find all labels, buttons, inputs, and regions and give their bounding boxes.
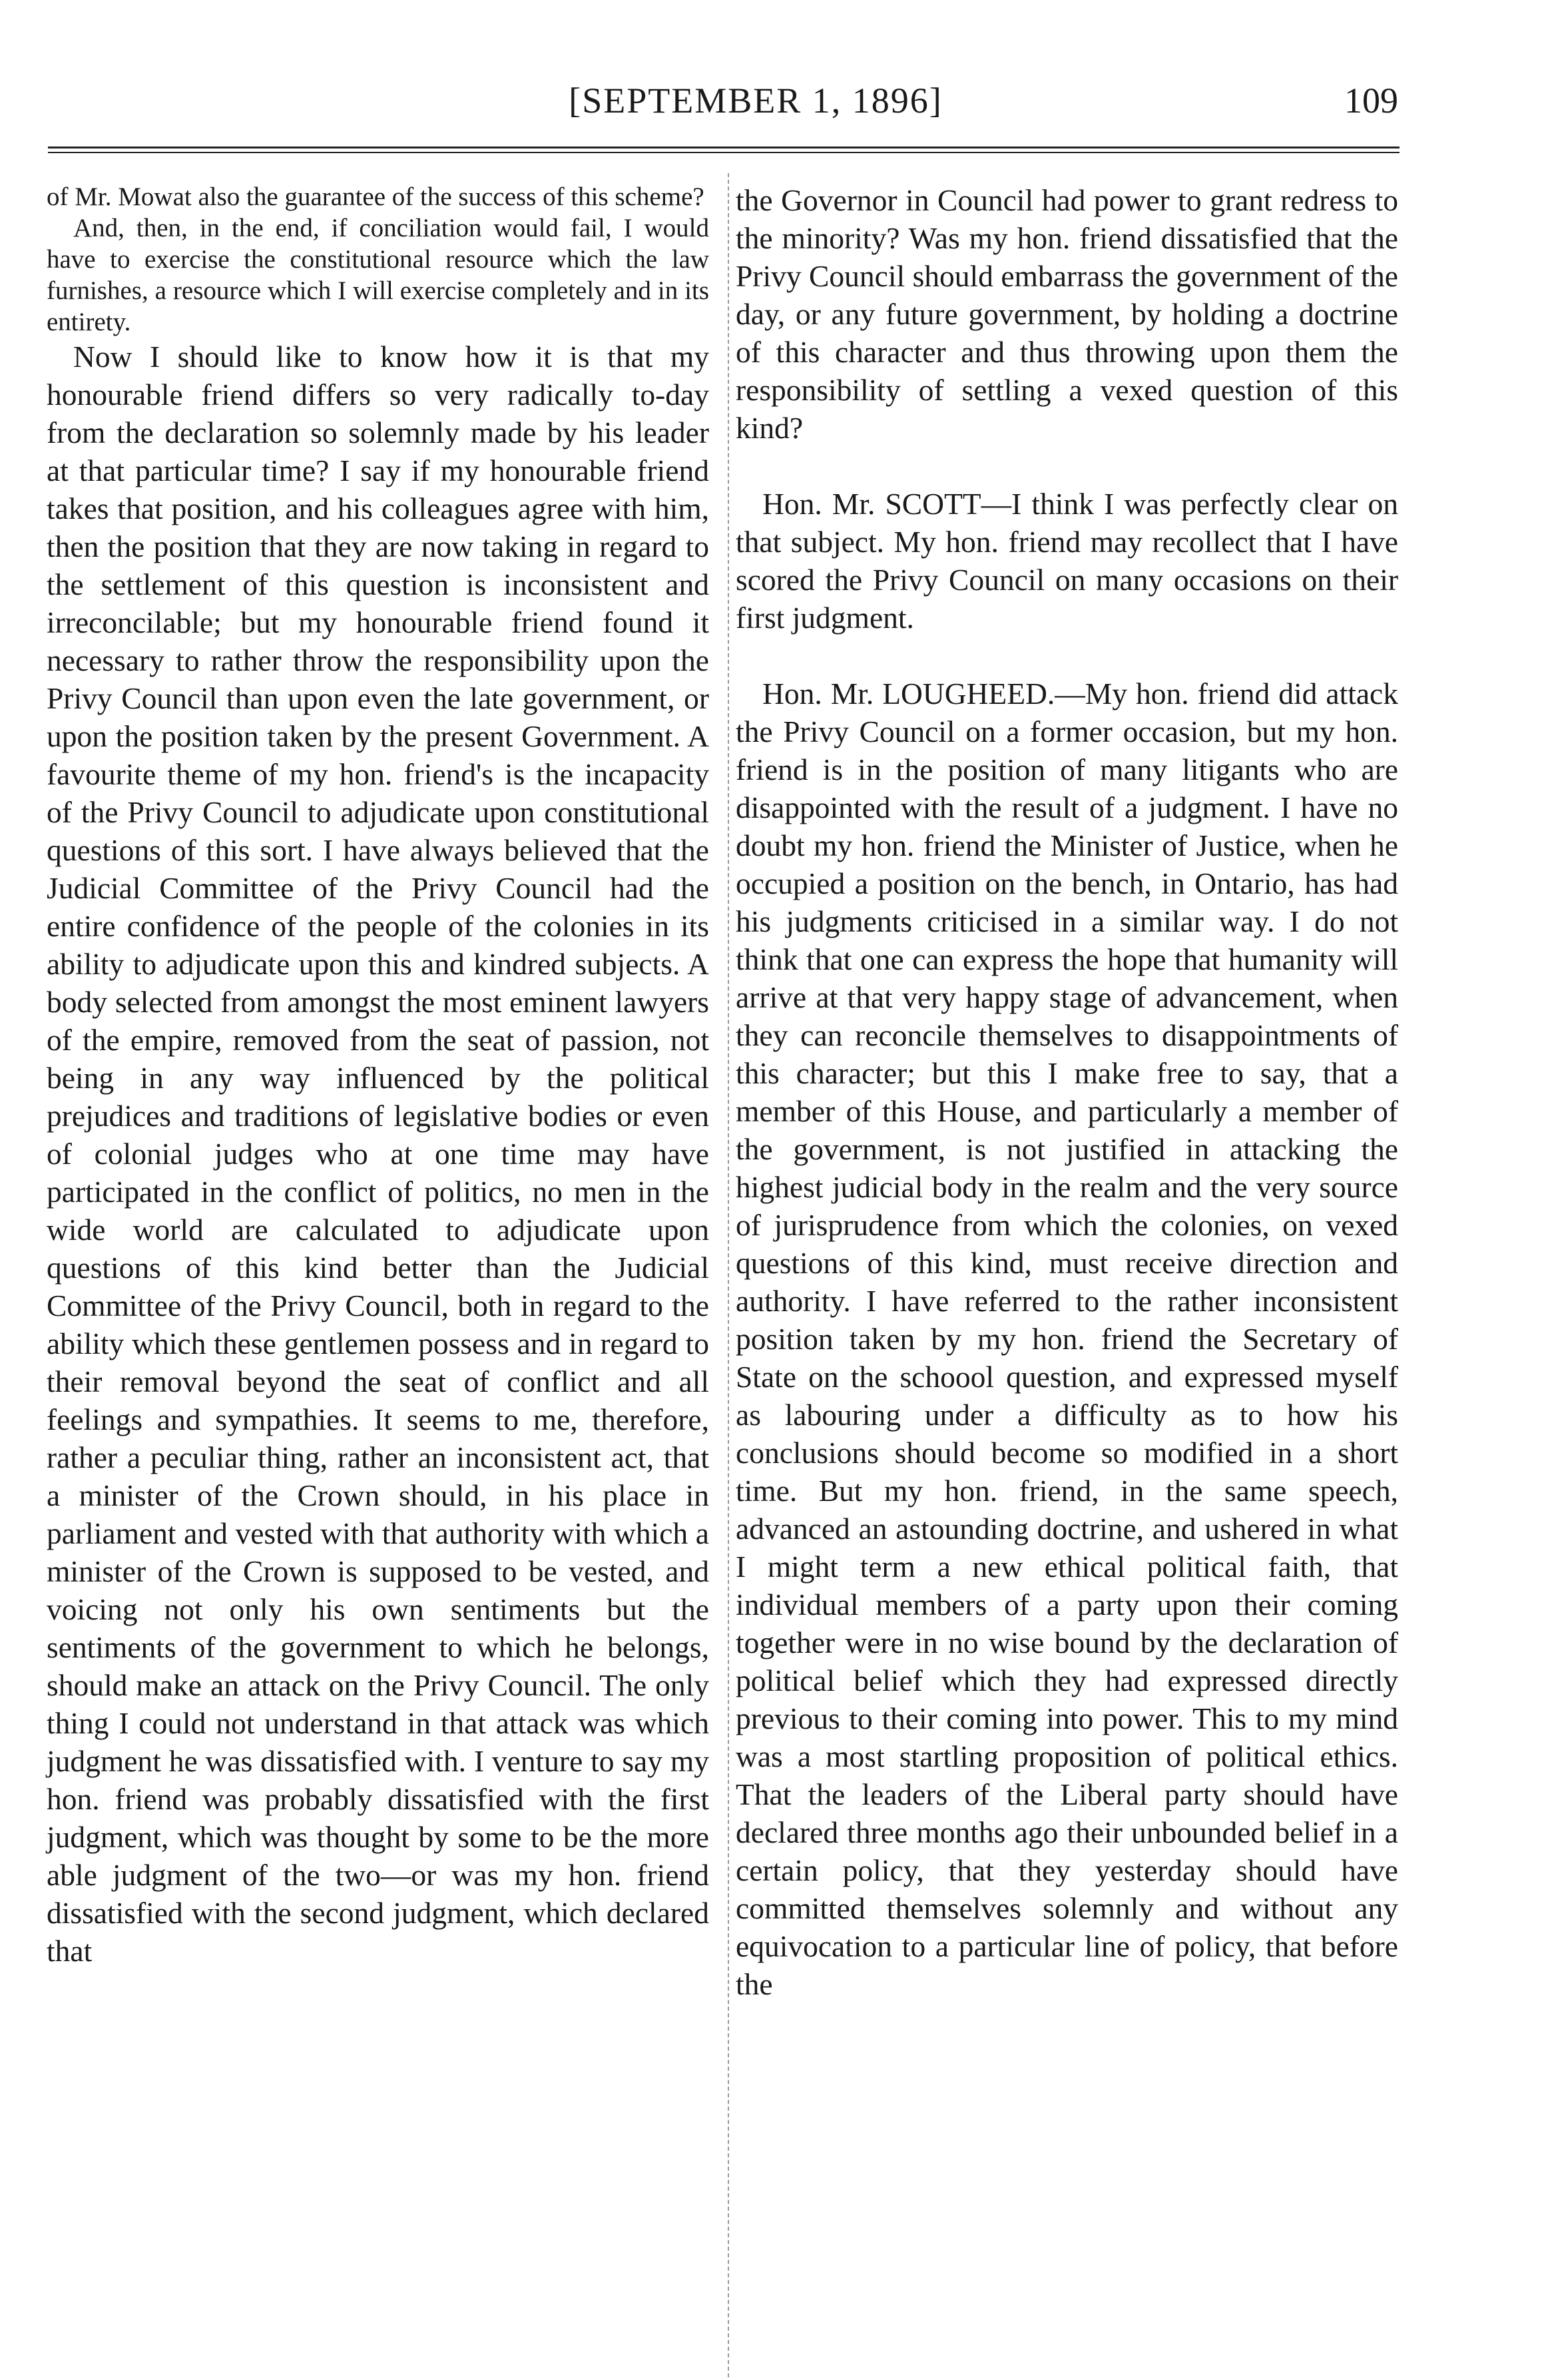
left-paragraph-3: Now I should like to know how it is that my honourable friend differs so very radically to-day from the declaration so solemnly made by his leader at that particular time? I say if my honourable friend takes that position, and his colleagues agree with him, then the position that they are now taking in regard to the settlement of this question is inconsistent and irreconcilable; but my honourable friend found it necessary to rather throw the responsibility upon the Privy Council than upon even the late government, or upon the position taken by the present Government. A favourite theme of my hon. friend's is the incapacity of the Privy Council to adjudicate upon constitutional questions of this sort. I have always believed that the Judicial Committee of the Privy Council had the entire confidence of the people of the colonies in its ability to adjudicate upon this and kindred subjects. A body selected from amongst the most eminent lawyers of the empire, removed from the seat of passion, not being in any way influenced by the political prejudices and traditions of legislative bodies or even of colonial judges who at one time may have participated in the conflict of politics, no men in the wide world are calculated to adjudicate upon questions of this kind better than the Judicial Committee of the Privy Council, both in regard to the ability which these gentlemen possess and in regard to their removal beyond the seat of conflict and all feelings and sympathies. It seems to me, therefore, rather a peculiar thing, rather an inconsistent act, that a minister of the Crown should, in his place in parliament and vested with that authority with which a minister of the Crown is supposed to be vested, and voicing not only his own sentiments but the sentiments of the government to which he belongs, should make an attack on the Privy Council. The only thing I could not understand in that attack was which judgment he was dissatisfied with. I venture to say my hon. friend was probably dissatisfied with the first judgment, which was thought by some to be the more able judgment of the two—or was my hon. friend dissatisfied with the second judgment, which declared that xyxy=(47,340,709,1968)
left-paragraph-2: And, then, in the end, if conciliation would fail, I would have to exercise the constitutional resource which the law furnishes, a resource which I will exercise completely and in its entirety. xyxy=(47,214,709,336)
right-paragraph-1: the Governor in Council had power to grant redress to the minority? Was my hon. friend dissatisfied that the Privy Council should embarrass the government of the day, or any future government, by holding a doctrine of this character and thus throwing upon them the responsibility of settling a vexed question of this kind? xyxy=(736,183,1398,445)
page-number: 109 xyxy=(1344,81,1398,121)
right-paragraph-2: Hon. Mr. SCOTT—I think I was perfectly clear on that subject. My hon. friend may recollect that I have scored the Privy Council on many occasions on their first judgment. xyxy=(736,487,1398,635)
right-column xyxy=(736,181,1398,2003)
header-date: [SEPTEMBER 1, 1896] xyxy=(569,81,943,121)
left-column xyxy=(47,181,709,1970)
header-rule xyxy=(48,147,1400,154)
right-paragraph-3: Hon. Mr. LOUGHEED.—My hon. friend did attack the Privy Council on a former occasion, but my hon. friend is in the position of many litigants who are disappointed with the result of a judgment. I have no doubt my hon. friend the Minister of Justice, when he occupied a position on the bench, in Ontario, has had his judgments criticised in a similar way. I do not think that one can express the hope that humanity will arrive at that very happy stage of advancement, when they can reconcile themselves to disappointments of this character; but this I make free to say, that a member of this House, and particularly a member of the government, is not justified in attacking the highest judicial body in the realm and the very source of jurisprudence from which the colonies, on vexed questions of this kind, must receive direction and authority. I have referred to the rather inconsistent position taken by my hon. friend the Secretary of State on the schoool question, and expressed myself as labouring under a difficulty as to how his conclusions should become so modified in a short time. But my hon. friend, in the same speech, advanced an astounding doctrine, and ushered in what I might term a new ethical political faith, that individual members of a party upon their coming together were in no wise bound by the declaration of political belief which they had expressed directly previous to their coming into power. This to my mind was a most startling proposition of political ethics. That the leaders of the Liberal party should have declared three months ago their unbounded belief in a certain policy, that they yesterday should have committed themselves solemnly and without any equivocation to a particular line of policy, that before the xyxy=(736,677,1398,2001)
page-header xyxy=(0,80,1542,133)
left-paragraph-1: of Mr. Mowat also the guarantee of the success of this scheme? xyxy=(47,182,704,211)
column-divider xyxy=(728,173,729,2377)
